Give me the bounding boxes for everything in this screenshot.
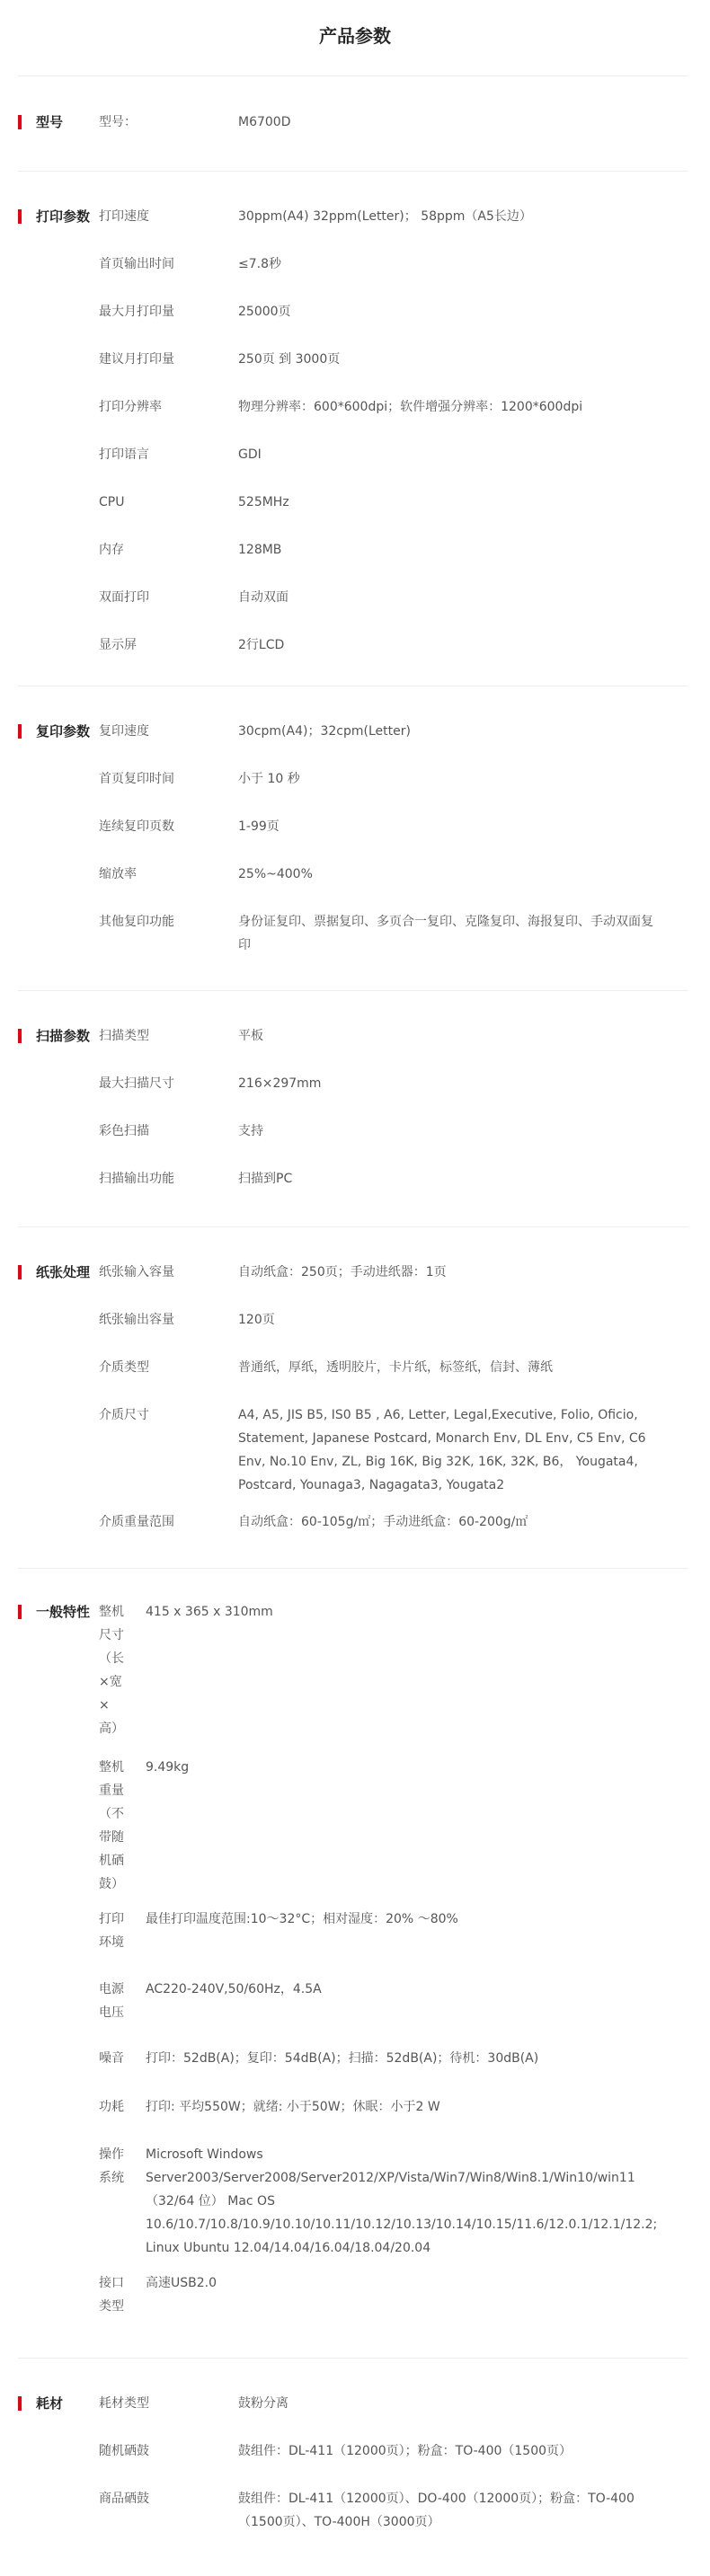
spec-value: 1-99页 [238, 819, 280, 834]
spec-label: 彩色扫描 [99, 1124, 149, 1138]
section-accent-bar [18, 724, 22, 739]
spec-value: 高速USB2.0 [146, 2276, 217, 2290]
spec-label: 显示屏 [99, 638, 137, 652]
spec-value: Microsoft Windows Server2003/Server2008/Server2012/XP/Vista/Win7/Win8/Win8.1/Win10/win11（32/64 位） Mac OS 10.6/10.7/10.8/10.9/10.10/10.11/10.12/10.13/10.14/10.15/11.6/12.0.1/12.1/12.2; Linux Ubuntu 12.04/14.04/16.04/18.04/20.04 [146, 2147, 658, 2255]
section-accent-bar [18, 1605, 22, 1619]
spec-value: 9.49kg [146, 1760, 190, 1775]
spec-value: 自动双面 [238, 590, 288, 605]
spec-value: 216×297mm [238, 1076, 322, 1091]
spec-value: 支持 [238, 1124, 263, 1138]
section-title: 复印参数 [36, 723, 91, 739]
spec-label: 整机尺寸（长×宽×高） [99, 1605, 124, 1736]
spec-value: 120页 [238, 1313, 275, 1327]
spec-label: 建议月打印量 [99, 352, 174, 367]
spec-label: 型号： [99, 115, 137, 129]
spec-value: 自动纸盒：60-105g/㎡；手动进纸盒：60-200g/㎡ [238, 1515, 528, 1529]
spec-label: 功耗 [99, 2100, 124, 2114]
spec-value: 打印: 平均550W；就绪: 小于50W；休眠：小于2 W [146, 2100, 440, 2114]
spec-label: 扫描输出功能 [99, 1172, 174, 1186]
spec-label: 打印分辨率 [99, 400, 162, 414]
spec-label: 其他复印功能 [99, 915, 174, 929]
spec-label: 缩放率 [99, 867, 137, 881]
spec-label: CPU [99, 495, 125, 509]
spec-value: 最佳打印温度范围:10～32°C；相对湿度：20% ～80% [146, 1912, 458, 1926]
spec-label: 打印环境 [99, 1912, 124, 1950]
spec-value: 身份证复印、票据复印、多页合一复印、克隆复印、海报复印、手动双面复印 [238, 915, 653, 952]
spec-label: 内存 [99, 543, 124, 557]
section-accent-bar [18, 1265, 22, 1279]
spec-label: 首页输出时间 [99, 257, 174, 271]
spec-label: 随机硒鼓 [99, 2444, 149, 2458]
spec-label: 噪音 [99, 2051, 124, 2066]
section-title: 扫描参数 [36, 1028, 91, 1044]
section-title: 打印参数 [36, 208, 91, 225]
spec-value: A4, A5, JIS B5, IS0 B5 , A6, Letter, Legal,Executive, Folio, Oficio, Statement, Japanese Postcard, Monarch Env, DL Env, C5 Env, C6 Env, No.10 Env, ZL, Big 16K, Big 32K, 16K, 32K, B6， Yougata4, Postcard, Younaga3, Nagagata3, Yougata2 [238, 1408, 646, 1492]
section-divider [18, 171, 688, 172]
spec-value: M6700D [238, 115, 291, 129]
spec-value: 25000页 [238, 305, 291, 319]
spec-label: 打印速度 [99, 209, 149, 224]
spec-label: 纸张输入容量 [99, 1265, 174, 1279]
spec-label: 介质尺寸 [99, 1408, 149, 1422]
spec-value: 打印：52dB(A)；复印：54dB(A)；扫描：52dB(A)；待机：30dB(A) [146, 2051, 539, 2066]
section-title: 一般特性 [36, 1604, 91, 1620]
spec-label: 首页复印时间 [99, 772, 174, 786]
section-accent-bar [18, 209, 22, 224]
spec-label: 最大月打印量 [99, 305, 174, 319]
spec-value: 平板 [238, 1029, 263, 1043]
spec-label: 介质类型 [99, 1360, 149, 1375]
spec-value: 250页 到 3000页 [238, 352, 341, 367]
spec-label: 打印语言 [99, 447, 149, 462]
spec-label: 纸张输出容量 [99, 1313, 174, 1327]
spec-value: ≤7.8秒 [238, 257, 281, 271]
spec-value: 30ppm(A4) 32ppm(Letter)； 58ppm（A5长边） [238, 209, 532, 224]
spec-value: AC220-240V,50/60Hz，4.5A [146, 1982, 322, 1996]
section-title: 耗材 [36, 2395, 64, 2412]
spec-label: 操作系统 [99, 2147, 124, 2185]
section-divider [18, 990, 688, 991]
spec-value: 鼓组件：DL-411（12000页）；粉盒：TO-400（1500页） [238, 2444, 572, 2458]
spec-label: 整机重量（不带随机硒鼓） [99, 1760, 124, 1891]
spec-label: 双面打印 [99, 590, 149, 605]
spec-value: 415 x 365 x 310mm [146, 1605, 273, 1619]
spec-label: 复印速度 [99, 724, 149, 739]
spec-value: 30cpm(A4)；32cpm(Letter) [238, 724, 411, 739]
spec-value: 物理分辨率：600*600dpi；软件增强分辨率：1200*600dpi [238, 400, 583, 414]
section-divider [18, 1226, 688, 1227]
spec-value: 扫描到PC [238, 1172, 293, 1186]
section-title: 纸张处理 [36, 1264, 91, 1280]
page-title: 产品参数 [319, 25, 391, 47]
section-divider [18, 1568, 688, 1569]
section-accent-bar [18, 2396, 22, 2411]
spec-label: 扫描类型 [99, 1029, 149, 1043]
spec-value: GDI [238, 447, 262, 462]
spec-label: 最大扫描尺寸 [99, 1076, 174, 1091]
section-accent-bar [18, 115, 22, 129]
spec-label: 商品硒鼓 [99, 2492, 149, 2506]
spec-value: 自动纸盒：250页；手动进纸器：1页 [238, 1265, 447, 1279]
spec-label: 电源电压 [99, 1982, 124, 2020]
section-accent-bar [18, 1029, 22, 1043]
spec-label: 接口类型 [99, 2276, 124, 2314]
spec-value: 2行LCD [238, 638, 285, 652]
spec-value: 鼓组件：DL-411（12000页）、DO-400（12000页）；粉盒：TO-400（1500页）、TO-400H（3000页） [238, 2492, 635, 2529]
section-title: 型号 [36, 114, 64, 130]
spec-value: 25%~400% [238, 867, 313, 881]
spec-value: 鼓粉分离 [238, 2396, 288, 2411]
spec-value: 普通纸，厚纸，透明胶片，卡片纸，标签纸，信封、薄纸 [238, 1360, 553, 1375]
spec-label: 耗材类型 [99, 2396, 149, 2411]
spec-label: 连续复印页数 [99, 819, 174, 834]
spec-value: 128MB [238, 543, 282, 557]
spec-value: 小于 10 秒 [238, 772, 300, 786]
section-divider [18, 75, 688, 76]
section-divider [18, 2358, 688, 2359]
spec-label: 介质重量范围 [99, 1515, 174, 1529]
spec-value: 525MHz [238, 495, 289, 509]
